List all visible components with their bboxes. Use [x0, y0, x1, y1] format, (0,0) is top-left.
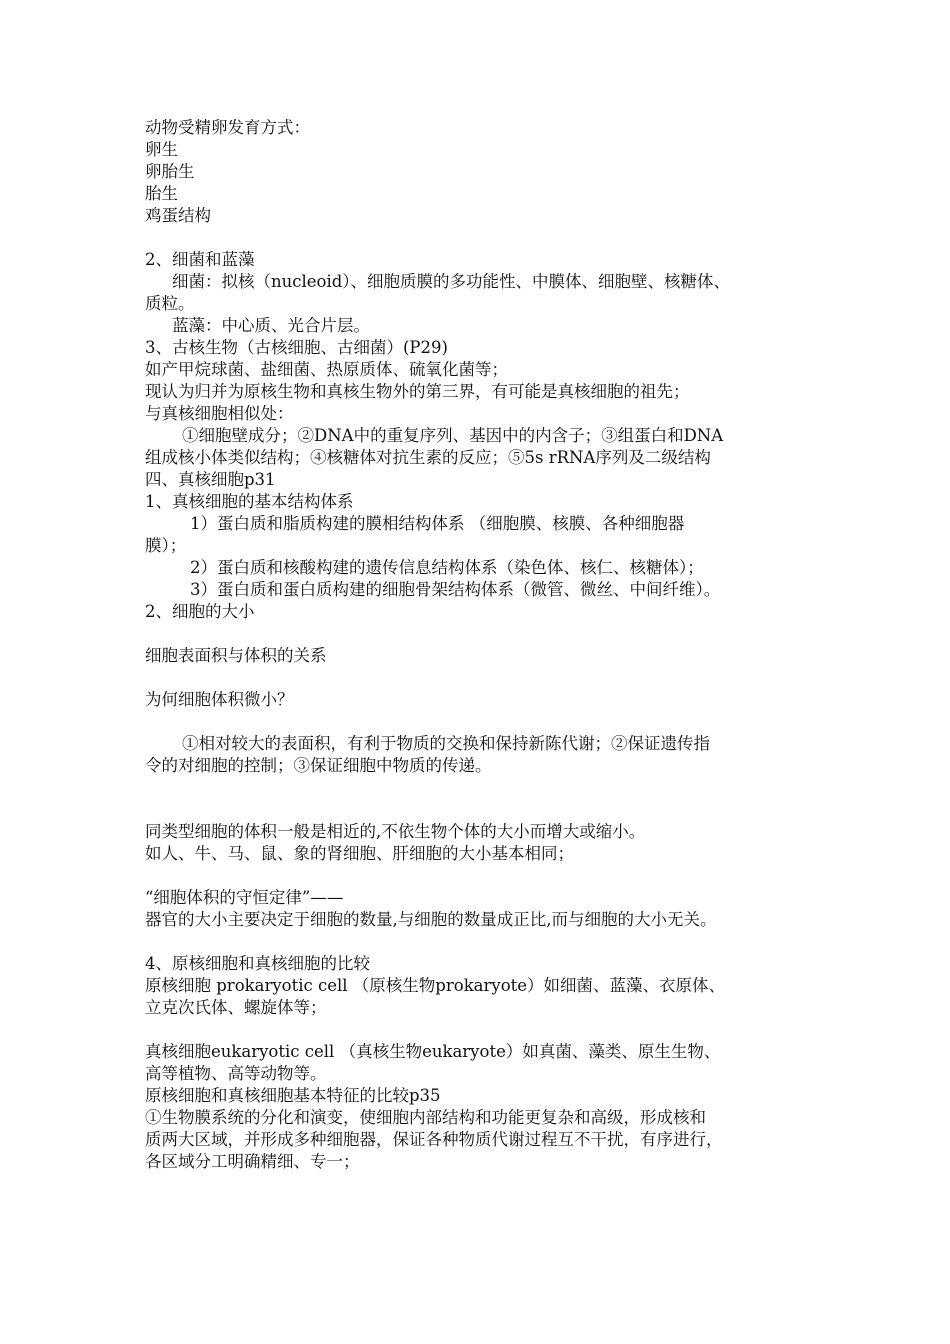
text-surface-volume: 细胞表面积与体积的关系	[145, 646, 327, 665]
subsection-heading-basic-structure: 1、真核细胞的基本结构体系	[145, 492, 354, 511]
text-oviparity: 卵生	[145, 140, 178, 159]
paragraph-line: 组成核小体类似结构；④核糖体对抗生素的反应；⑤5s rRNA序列及二级结构	[145, 448, 711, 467]
paragraph-line: 原核细胞 prokaryotic cell （原核生物prokaryote）如细菌、蓝藻、衣原体、	[145, 976, 726, 995]
paragraph-line: 细菌：拟核（nucleoid）、细胞质膜的多功能性、中膜体、细胞壁、核糖体、	[172, 272, 731, 291]
paragraph-line: 质两大区域，并形成多种细胞器，保证各种物质代谢过程互不干扰，有序进行，	[145, 1130, 723, 1149]
paragraph-line: ①生物膜系统的分化和演变，使细胞内部结构和功能更复杂和高级，形成核和	[145, 1108, 706, 1127]
paragraph-line: 质粒。	[145, 294, 195, 313]
paragraph-line: 如产甲烷球菌、盐细菌、热原质体、硫氧化菌等；	[145, 360, 508, 379]
heading-fertilized-egg-development: 动物受精卵发育方式：	[145, 118, 310, 137]
text-why-small: 为何细胞体积微小？	[145, 690, 294, 709]
paragraph-line: 蓝藻：中心质、光合片层。	[172, 316, 370, 335]
text-comparison-heading: 原核细胞和真核细胞基本特征的比较p35	[145, 1086, 441, 1105]
subsection-heading-comparison: 4、原核细胞和真核细胞的比较	[145, 954, 370, 973]
text-conservation-law: “细胞体积的守恒定律”——	[145, 888, 344, 907]
section-heading-bacteria-algae: 2、细菌和蓝藻	[145, 250, 255, 269]
text-egg-structure: 鸡蛋结构	[145, 206, 211, 225]
paragraph-line: 如人、牛、马、鼠、象的肾细胞、肝细胞的大小基本相同；	[145, 844, 574, 863]
list-item: 1）蛋白质和脂质构建的膜相结构体系 （细胞膜、核膜、各种细胞器	[190, 514, 685, 533]
list-item: 3）蛋白质和蛋白质构建的细胞骨架结构体系（微管、微丝、中间纤维）。	[190, 580, 721, 599]
paragraph-line: 与真核细胞相似处：	[145, 404, 294, 423]
text-ovoviviparity: 卵胎生	[145, 162, 195, 181]
list-item-continuation: 膜）；	[145, 536, 187, 555]
paragraph-line: 现认为归并为原核生物和真核生物外的第三界，有可能是真核细胞的祖先；	[145, 382, 690, 401]
paragraph-line: 器官的大小主要决定于细胞的数量,与细胞的数量成正比,而与细胞的大小无关。	[145, 910, 717, 929]
section-heading-archaea: 3、古核生物（古核细胞、古细菌）(P29)	[145, 338, 448, 357]
paragraph-line: 同类型细胞的体积一般是相近的,不依生物个体的大小而增大或缩小。	[145, 822, 646, 841]
paragraph-line: 令的对细胞的控制；③保证细胞中物质的传递。	[145, 756, 492, 775]
list-item: 2）蛋白质和核酸构建的遗传信息结构体系（染色体、核仁、核糖体）；	[190, 558, 704, 577]
subsection-heading-cell-size: 2、细胞的大小	[145, 602, 255, 621]
paragraph-line: 各区域分工明确精细、专一；	[145, 1152, 360, 1171]
paragraph-line: 高等植物、高等动物等。	[145, 1064, 327, 1083]
paragraph-line: ①细胞壁成分；②DNA中的重复序列、基因中的内含子；③组蛋白和DNA	[182, 426, 724, 445]
paragraph-line: ①相对较大的表面积，有利于物质的交换和保持新陈代谢；②保证遗传指	[182, 734, 710, 753]
section-heading-eukaryotic-cell: 四、真核细胞p31	[145, 470, 276, 489]
text-viviparity: 胎生	[145, 184, 178, 203]
paragraph-line: 立克次氏体、螺旋体等；	[145, 998, 327, 1017]
paragraph-line: 真核细胞eukaryotic cell （真核生物eukaryote）如真菌、藻类、原生生物、	[145, 1042, 721, 1061]
